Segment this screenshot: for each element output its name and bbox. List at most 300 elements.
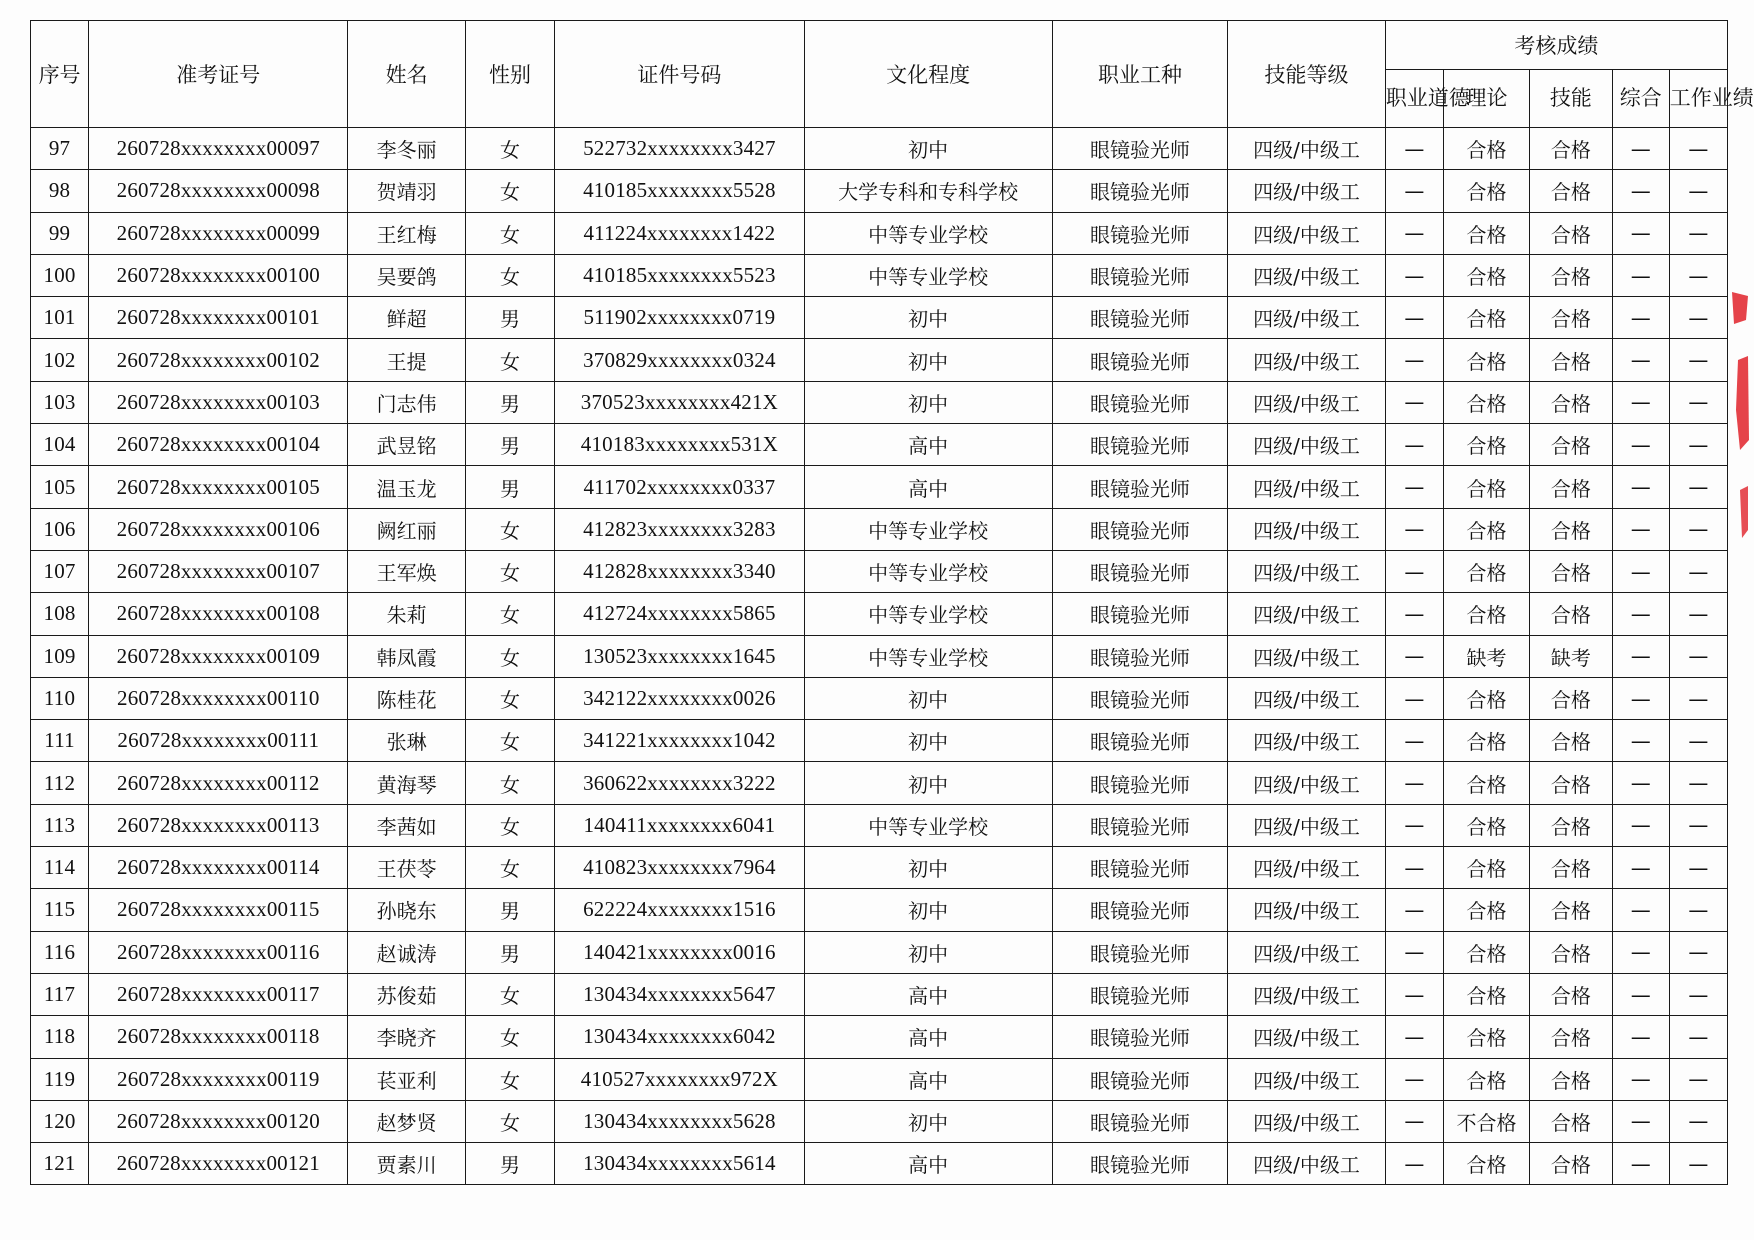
row-skill: 合格 <box>1530 720 1613 762</box>
row-work: — <box>1669 254 1727 296</box>
row-skill: 合格 <box>1530 297 1613 339</box>
row-theory: 合格 <box>1443 128 1529 170</box>
row-name: 苌亚利 <box>348 1058 465 1100</box>
row-cert: 622224xxxxxxxx1516 <box>555 889 804 931</box>
row-ticket: 260728xxxxxxxx00109 <box>89 635 348 677</box>
row-gender: 女 <box>465 593 554 635</box>
row-seq: 103 <box>31 381 89 423</box>
row-occupation: 眼镜验光师 <box>1052 677 1228 719</box>
row-theory: 缺考 <box>1443 635 1529 677</box>
row-ethics: — <box>1385 381 1443 423</box>
row-skill: 合格 <box>1530 1058 1613 1100</box>
header-scores-group: 考核成绩 <box>1385 21 1727 70</box>
row-cert: 412823xxxxxxxx3283 <box>555 508 804 550</box>
row-work: — <box>1669 762 1727 804</box>
row-work: — <box>1669 550 1727 592</box>
row-occupation: 眼镜验光师 <box>1052 804 1228 846</box>
row-gender: 男 <box>465 297 554 339</box>
table-row <box>31 720 1728 762</box>
row-overall: — <box>1612 170 1669 212</box>
row-theory: 合格 <box>1443 381 1529 423</box>
table-row <box>31 1058 1728 1100</box>
row-work: — <box>1669 889 1727 931</box>
row-seq: 110 <box>31 677 89 719</box>
row-seq: 106 <box>31 508 89 550</box>
row-theory: 合格 <box>1443 508 1529 550</box>
roster-sheet <box>30 20 1754 1185</box>
row-ticket: 260728xxxxxxxx00115 <box>89 889 348 931</box>
table-body <box>31 128 1728 1185</box>
row-theory: 合格 <box>1443 254 1529 296</box>
row-ethics: — <box>1385 466 1443 508</box>
row-skill-level: 四级/中级工 <box>1228 254 1386 296</box>
row-seq: 102 <box>31 339 89 381</box>
row-ticket: 260728xxxxxxxx00117 <box>89 973 348 1015</box>
row-education: 初中 <box>804 720 1052 762</box>
row-seq: 118 <box>31 1016 89 1058</box>
row-theory: 合格 <box>1443 339 1529 381</box>
row-work: — <box>1669 1016 1727 1058</box>
row-cert: 410527xxxxxxxx972X <box>555 1058 804 1100</box>
row-seq: 100 <box>31 254 89 296</box>
row-ticket: 260728xxxxxxxx00108 <box>89 593 348 635</box>
row-ticket: 260728xxxxxxxx00104 <box>89 424 348 466</box>
row-name: 黄海琴 <box>348 762 465 804</box>
row-cert: 341221xxxxxxxx1042 <box>555 720 804 762</box>
row-education: 高中 <box>804 1143 1052 1185</box>
row-gender: 男 <box>465 931 554 973</box>
row-skill-level: 四级/中级工 <box>1228 466 1386 508</box>
row-cert: 411702xxxxxxxx0337 <box>555 466 804 508</box>
table-row <box>31 973 1728 1015</box>
row-education: 初中 <box>804 128 1052 170</box>
table-row <box>31 297 1728 339</box>
header-seq: 序号 <box>31 21 89 128</box>
row-work: — <box>1669 297 1727 339</box>
row-skill-level: 四级/中级工 <box>1228 931 1386 973</box>
row-education: 中等专业学校 <box>804 593 1052 635</box>
row-ticket: 260728xxxxxxxx00120 <box>89 1100 348 1142</box>
red-seal-stamp-edge <box>1728 290 1750 540</box>
row-cert: 130434xxxxxxxx5647 <box>555 973 804 1015</box>
row-ticket: 260728xxxxxxxx00107 <box>89 550 348 592</box>
row-cert: 342122xxxxxxxx0026 <box>555 677 804 719</box>
table-row <box>31 847 1728 889</box>
row-gender: 女 <box>465 170 554 212</box>
row-skill: 缺考 <box>1530 635 1613 677</box>
row-seq: 116 <box>31 931 89 973</box>
row-skill-level: 四级/中级工 <box>1228 339 1386 381</box>
row-occupation: 眼镜验光师 <box>1052 1100 1228 1142</box>
row-overall: — <box>1612 847 1669 889</box>
row-occupation: 眼镜验光师 <box>1052 550 1228 592</box>
row-education: 中等专业学校 <box>804 804 1052 846</box>
row-education: 高中 <box>804 973 1052 1015</box>
row-skill-level: 四级/中级工 <box>1228 889 1386 931</box>
row-theory: 合格 <box>1443 550 1529 592</box>
row-education: 高中 <box>804 466 1052 508</box>
row-gender: 男 <box>465 466 554 508</box>
row-seq: 120 <box>31 1100 89 1142</box>
row-name: 王提 <box>348 339 465 381</box>
row-seq: 107 <box>31 550 89 592</box>
row-name: 陈桂花 <box>348 677 465 719</box>
table-row <box>31 466 1728 508</box>
table-row <box>31 170 1728 212</box>
row-ethics: — <box>1385 212 1443 254</box>
row-education: 中等专业学校 <box>804 550 1052 592</box>
row-cert: 410183xxxxxxxx531X <box>555 424 804 466</box>
row-ticket: 260728xxxxxxxx00097 <box>89 128 348 170</box>
table-row <box>31 212 1728 254</box>
row-skill-level: 四级/中级工 <box>1228 720 1386 762</box>
row-ticket: 260728xxxxxxxx00102 <box>89 339 348 381</box>
row-ticket: 260728xxxxxxxx00099 <box>89 212 348 254</box>
row-education: 中等专业学校 <box>804 212 1052 254</box>
exam-results-table <box>30 20 1754 1185</box>
row-ethics: — <box>1385 1143 1443 1185</box>
row-gender: 女 <box>465 1100 554 1142</box>
row-education: 初中 <box>804 762 1052 804</box>
row-work: — <box>1669 212 1727 254</box>
row-education: 中等专业学校 <box>804 635 1052 677</box>
row-skill: 合格 <box>1530 973 1613 1015</box>
row-name: 朱莉 <box>348 593 465 635</box>
row-gender: 男 <box>465 424 554 466</box>
row-overall: — <box>1612 593 1669 635</box>
row-skill-level: 四级/中级工 <box>1228 550 1386 592</box>
header-gender: 性别 <box>465 21 554 128</box>
row-occupation: 眼镜验光师 <box>1052 381 1228 423</box>
row-skill-level: 四级/中级工 <box>1228 381 1386 423</box>
row-gender: 女 <box>465 128 554 170</box>
row-name: 门志伟 <box>348 381 465 423</box>
row-occupation: 眼镜验光师 <box>1052 128 1228 170</box>
row-gender: 女 <box>465 508 554 550</box>
row-overall: — <box>1612 550 1669 592</box>
row-work: — <box>1669 339 1727 381</box>
row-work: — <box>1669 677 1727 719</box>
table-row <box>31 677 1728 719</box>
row-seq: 97 <box>31 128 89 170</box>
row-skill: 合格 <box>1530 677 1613 719</box>
header-name: 姓名 <box>348 21 465 128</box>
row-gender: 女 <box>465 804 554 846</box>
row-ticket: 260728xxxxxxxx00101 <box>89 297 348 339</box>
row-gender: 女 <box>465 847 554 889</box>
table-row <box>31 1143 1728 1185</box>
table-row <box>31 339 1728 381</box>
row-overall: — <box>1612 720 1669 762</box>
row-ethics: — <box>1385 762 1443 804</box>
header-skill: 技能 <box>1530 70 1613 128</box>
row-ethics: — <box>1385 424 1443 466</box>
row-education: 大学专科和专科学校 <box>804 170 1052 212</box>
row-education: 中等专业学校 <box>804 508 1052 550</box>
row-overall: — <box>1612 1100 1669 1142</box>
header-theory: 理论 <box>1443 70 1529 128</box>
row-skill-level: 四级/中级工 <box>1228 804 1386 846</box>
row-overall: — <box>1612 889 1669 931</box>
row-skill-level: 四级/中级工 <box>1228 170 1386 212</box>
row-skill-level: 四级/中级工 <box>1228 762 1386 804</box>
row-ethics: — <box>1385 973 1443 1015</box>
row-seq: 105 <box>31 466 89 508</box>
row-name: 王红梅 <box>348 212 465 254</box>
row-ethics: — <box>1385 677 1443 719</box>
row-gender: 女 <box>465 212 554 254</box>
header-occupation: 职业工种 <box>1052 21 1228 128</box>
row-occupation: 眼镜验光师 <box>1052 424 1228 466</box>
row-theory: 不合格 <box>1443 1100 1529 1142</box>
row-cert: 412724xxxxxxxx5865 <box>555 593 804 635</box>
row-cert: 140411xxxxxxxx6041 <box>555 804 804 846</box>
row-skill-level: 四级/中级工 <box>1228 1058 1386 1100</box>
row-education: 初中 <box>804 1100 1052 1142</box>
row-overall: — <box>1612 1143 1669 1185</box>
row-theory: 合格 <box>1443 931 1529 973</box>
row-theory: 合格 <box>1443 804 1529 846</box>
row-seq: 117 <box>31 973 89 1015</box>
row-seq: 111 <box>31 720 89 762</box>
header-overall: 综合 <box>1612 70 1669 128</box>
table-row <box>31 1016 1728 1058</box>
header-ticket: 准考证号 <box>89 21 348 128</box>
row-skill-level: 四级/中级工 <box>1228 1143 1386 1185</box>
row-skill: 合格 <box>1530 254 1613 296</box>
row-ethics: — <box>1385 720 1443 762</box>
row-overall: — <box>1612 466 1669 508</box>
row-occupation: 眼镜验光师 <box>1052 508 1228 550</box>
row-occupation: 眼镜验光师 <box>1052 889 1228 931</box>
row-name: 赵诚涛 <box>348 931 465 973</box>
table-row <box>31 593 1728 635</box>
row-occupation: 眼镜验光师 <box>1052 254 1228 296</box>
table-row <box>31 931 1728 973</box>
row-occupation: 眼镜验光师 <box>1052 1143 1228 1185</box>
row-work: — <box>1669 931 1727 973</box>
row-cert: 410823xxxxxxxx7964 <box>555 847 804 889</box>
row-ethics: — <box>1385 593 1443 635</box>
row-gender: 女 <box>465 550 554 592</box>
row-cert: 411224xxxxxxxx1422 <box>555 212 804 254</box>
row-work: — <box>1669 170 1727 212</box>
row-name: 李晓齐 <box>348 1016 465 1058</box>
row-skill-level: 四级/中级工 <box>1228 424 1386 466</box>
row-overall: — <box>1612 677 1669 719</box>
row-ethics: — <box>1385 254 1443 296</box>
row-overall: — <box>1612 297 1669 339</box>
row-occupation: 眼镜验光师 <box>1052 973 1228 1015</box>
row-work: — <box>1669 804 1727 846</box>
row-ethics: — <box>1385 1100 1443 1142</box>
row-name: 鲜超 <box>348 297 465 339</box>
row-education: 初中 <box>804 889 1052 931</box>
row-work: — <box>1669 593 1727 635</box>
row-seq: 104 <box>31 424 89 466</box>
row-name: 赵梦贤 <box>348 1100 465 1142</box>
row-work: — <box>1669 1143 1727 1185</box>
table-row <box>31 254 1728 296</box>
row-skill: 合格 <box>1530 1100 1613 1142</box>
table-row <box>31 508 1728 550</box>
row-theory: 合格 <box>1443 170 1529 212</box>
row-seq: 108 <box>31 593 89 635</box>
row-theory: 合格 <box>1443 466 1529 508</box>
row-skill: 合格 <box>1530 1143 1613 1185</box>
row-cert: 130434xxxxxxxx5628 <box>555 1100 804 1142</box>
row-skill: 合格 <box>1530 466 1613 508</box>
row-gender: 女 <box>465 635 554 677</box>
row-gender: 男 <box>465 889 554 931</box>
row-skill-level: 四级/中级工 <box>1228 508 1386 550</box>
row-overall: — <box>1612 973 1669 1015</box>
row-skill: 合格 <box>1530 381 1613 423</box>
row-skill-level: 四级/中级工 <box>1228 677 1386 719</box>
row-gender: 女 <box>465 1058 554 1100</box>
row-ticket: 260728xxxxxxxx00121 <box>89 1143 348 1185</box>
row-cert: 140421xxxxxxxx0016 <box>555 931 804 973</box>
row-ethics: — <box>1385 1016 1443 1058</box>
row-overall: — <box>1612 1016 1669 1058</box>
row-skill: 合格 <box>1530 889 1613 931</box>
row-work: — <box>1669 973 1727 1015</box>
table-header <box>31 21 1754 128</box>
row-ticket: 260728xxxxxxxx00110 <box>89 677 348 719</box>
row-theory: 合格 <box>1443 973 1529 1015</box>
header-ethics: 职业道德 <box>1385 70 1443 128</box>
row-skill: 合格 <box>1530 593 1613 635</box>
row-name: 阙红丽 <box>348 508 465 550</box>
row-work: — <box>1669 720 1727 762</box>
row-work: — <box>1669 508 1727 550</box>
row-name: 温玉龙 <box>348 466 465 508</box>
row-seq: 109 <box>31 635 89 677</box>
row-occupation: 眼镜验光师 <box>1052 847 1228 889</box>
row-cert: 410185xxxxxxxx5523 <box>555 254 804 296</box>
row-skill: 合格 <box>1530 931 1613 973</box>
row-ethics: — <box>1385 847 1443 889</box>
row-ticket: 260728xxxxxxxx00098 <box>89 170 348 212</box>
row-cert: 511902xxxxxxxx0719 <box>555 297 804 339</box>
header-work: 工作业绩 <box>1669 70 1727 128</box>
row-work: — <box>1669 128 1727 170</box>
row-occupation: 眼镜验光师 <box>1052 212 1228 254</box>
row-ethics: — <box>1385 170 1443 212</box>
row-theory: 合格 <box>1443 762 1529 804</box>
row-gender: 女 <box>465 677 554 719</box>
row-education: 中等专业学校 <box>804 254 1052 296</box>
row-overall: — <box>1612 424 1669 466</box>
row-skill: 合格 <box>1530 508 1613 550</box>
table-row <box>31 381 1728 423</box>
table-row <box>31 635 1728 677</box>
row-name: 李茜如 <box>348 804 465 846</box>
row-skill: 合格 <box>1530 804 1613 846</box>
row-theory: 合格 <box>1443 424 1529 466</box>
row-skill: 合格 <box>1530 762 1613 804</box>
row-ethics: — <box>1385 889 1443 931</box>
row-work: — <box>1669 635 1727 677</box>
row-overall: — <box>1612 381 1669 423</box>
row-ethics: — <box>1385 931 1443 973</box>
row-cert: 130523xxxxxxxx1645 <box>555 635 804 677</box>
row-ethics: — <box>1385 804 1443 846</box>
row-ticket: 260728xxxxxxxx00116 <box>89 931 348 973</box>
table-row <box>31 762 1728 804</box>
row-work: — <box>1669 1058 1727 1100</box>
row-name: 李冬丽 <box>348 128 465 170</box>
row-skill: 合格 <box>1530 128 1613 170</box>
row-skill-level: 四级/中级工 <box>1228 297 1386 339</box>
row-skill: 合格 <box>1530 212 1613 254</box>
row-gender: 女 <box>465 973 554 1015</box>
header-skill-level: 技能等级 <box>1228 21 1386 128</box>
row-education: 初中 <box>804 931 1052 973</box>
row-theory: 合格 <box>1443 1016 1529 1058</box>
row-overall: — <box>1612 128 1669 170</box>
row-skill-level: 四级/中级工 <box>1228 128 1386 170</box>
row-ticket: 260728xxxxxxxx00112 <box>89 762 348 804</box>
row-skill-level: 四级/中级工 <box>1228 212 1386 254</box>
row-occupation: 眼镜验光师 <box>1052 466 1228 508</box>
row-ticket: 260728xxxxxxxx00119 <box>89 1058 348 1100</box>
row-occupation: 眼镜验光师 <box>1052 593 1228 635</box>
row-theory: 合格 <box>1443 593 1529 635</box>
row-overall: — <box>1612 254 1669 296</box>
row-ethics: — <box>1385 339 1443 381</box>
table-row <box>31 804 1728 846</box>
row-seq: 121 <box>31 1143 89 1185</box>
row-education: 高中 <box>804 424 1052 466</box>
header-education: 文化程度 <box>804 21 1052 128</box>
row-gender: 女 <box>465 720 554 762</box>
row-occupation: 眼镜验光师 <box>1052 1016 1228 1058</box>
row-skill-level: 四级/中级工 <box>1228 973 1386 1015</box>
row-overall: — <box>1612 931 1669 973</box>
row-cert: 370829xxxxxxxx0324 <box>555 339 804 381</box>
row-ethics: — <box>1385 508 1443 550</box>
row-theory: 合格 <box>1443 297 1529 339</box>
row-name: 苏俊茹 <box>348 973 465 1015</box>
row-name: 张琳 <box>348 720 465 762</box>
row-skill: 合格 <box>1530 424 1613 466</box>
row-overall: — <box>1612 1058 1669 1100</box>
row-skill: 合格 <box>1530 1016 1613 1058</box>
row-gender: 女 <box>465 254 554 296</box>
row-theory: 合格 <box>1443 847 1529 889</box>
row-cert: 412828xxxxxxxx3340 <box>555 550 804 592</box>
row-ticket: 260728xxxxxxxx00103 <box>89 381 348 423</box>
row-theory: 合格 <box>1443 1058 1529 1100</box>
row-occupation: 眼镜验光师 <box>1052 170 1228 212</box>
row-name: 韩凤霞 <box>348 635 465 677</box>
row-education: 初中 <box>804 381 1052 423</box>
row-seq: 114 <box>31 847 89 889</box>
row-gender: 女 <box>465 762 554 804</box>
row-ethics: — <box>1385 550 1443 592</box>
row-overall: — <box>1612 804 1669 846</box>
row-skill: 合格 <box>1530 550 1613 592</box>
table-row <box>31 550 1728 592</box>
row-name: 贺靖羽 <box>348 170 465 212</box>
row-cert: 360622xxxxxxxx3222 <box>555 762 804 804</box>
table-row <box>31 889 1728 931</box>
row-ethics: — <box>1385 297 1443 339</box>
row-skill-level: 四级/中级工 <box>1228 593 1386 635</box>
row-education: 高中 <box>804 1058 1052 1100</box>
row-work: — <box>1669 847 1727 889</box>
